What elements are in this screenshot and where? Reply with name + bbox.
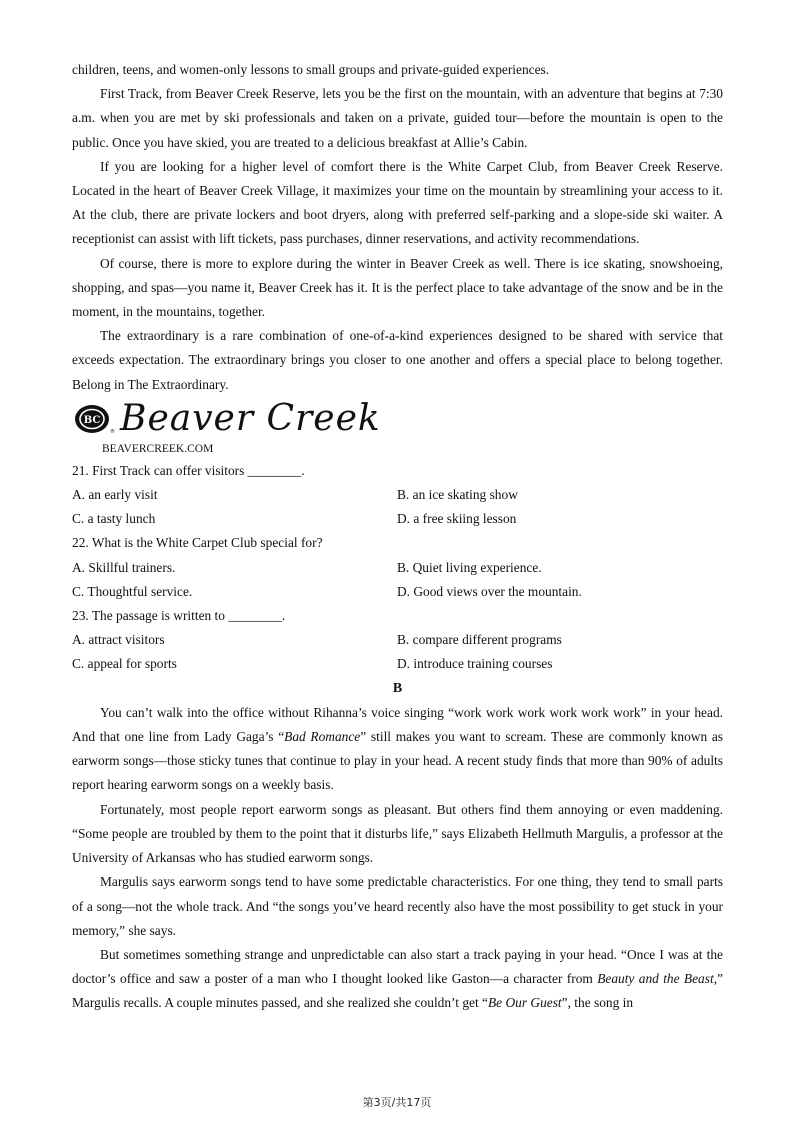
option-b: B. Quiet living experience. xyxy=(397,559,542,575)
document-page xyxy=(72,58,723,1016)
option-c: C. appeal for sports xyxy=(72,656,177,672)
beaver-creek-emblem-icon xyxy=(72,402,116,436)
option-a: A. Skillful trainers. xyxy=(72,559,176,575)
paragraph-earworm-pleasant: Fortunately, most people report earworm songs as pleasant. But others find them annoying or even maddening. “Some people are troubled by them to the point that it disturbs life,” says Elizabeth Hellmuth Margulis, a professor at the University of Arkansas who has studied earworm songs. xyxy=(72,801,723,866)
options-grid xyxy=(72,556,723,604)
paragraph-white-carpet-club: If you are looking for a higher level of comfort there is the White Carpet Club, from Beaver Creek Reserve. Located in the heart of Beaver Creek Village, it maximizes your time on the mountain by streamlining your access to it. At the club, there are private lockers and boot dryers, along with preferred self-parking and a slope-side ski waiter. A receptionist can assist with lift tickets, pass purchases, dinner reservations, and activity recommendations. xyxy=(72,158,723,247)
section-heading: B xyxy=(392,680,403,696)
page-number-footer: 第3页/共17页 xyxy=(362,1096,432,1109)
options-grid xyxy=(72,628,723,676)
option-d: D. introduce training courses xyxy=(397,656,553,672)
question-21 xyxy=(72,459,723,532)
svg-text:®: ® xyxy=(110,428,115,435)
svg-text:BC: BC xyxy=(83,414,101,426)
question-stem: 22. What is the White Carpet Club special for? xyxy=(72,535,323,551)
question-23 xyxy=(72,604,723,677)
option-a: A. attract visitors xyxy=(72,632,165,648)
logo-website: BEAVERCREEK.COM xyxy=(102,442,214,455)
paragraph-earworm-characteristics: Margulis says earworm songs tend to have some predictable characteristics. For one thing, they tend to small parts of a song—not the whole track. And “the songs you’ve heard recently also have the most possibility to get stuck in your memory,” she says. xyxy=(72,874,723,938)
option-b: B. an ice skating show xyxy=(397,487,518,503)
question-22 xyxy=(72,531,723,604)
question-stem: 21. First Track can offer visitors ________. xyxy=(72,462,305,478)
question-stem: 23. The passage is written to ________. xyxy=(72,608,286,624)
logo-wordmark: Beaver Creek xyxy=(120,397,381,439)
beaver-creek-logo xyxy=(72,399,723,439)
paragraph-extraordinary: The extraordinary is a rare combination of one-of-a-kind experiences designed to be shared with service that exceeds expectation. The extraordinary brings you closer to one another and offers a special place to belong together. Belong in The Extraordinary. xyxy=(72,328,723,392)
options-grid xyxy=(72,483,723,531)
option-c: C. a tasty lunch xyxy=(72,511,156,527)
paragraph: children, teens, and women-only lessons to small groups and private-guided experiences. xyxy=(72,62,550,77)
option-d: D. a free skiing lesson xyxy=(397,511,517,527)
paragraph-earworm-unpredictable: But sometimes something strange and unpredictable can also start a track paying in your head. “Once I was at the doctor’s office and saw a poster of a man who I thought looked like Gaston—a character from Beauty and the Beast,” Margulis recalls. A couple minutes passed, and she realized she couldn’t get “Be Our Guest”, the song in xyxy=(72,946,723,1011)
paragraph-first-track: First Track, from Beaver Creek Reserve, lets you be the first on the mountain, with an adventure that begins at 7:30 a.m. when you are met by ski professionals and taken on a private, guided tour—before the mountain is open to the public. Once you have skied, you are treated to a delicious breakfast at Allie’s Cabin. xyxy=(72,86,723,150)
option-b: B. compare different programs xyxy=(397,632,562,648)
option-d: D. Good views over the mountain. xyxy=(397,583,582,599)
paragraph-earworm-intro: You can’t walk into the office without Rihanna’s voice singing “work work work work work work” in your head. And that one line from Lady Gaga’s “Bad Romance” still makes you want to scream. These are commonly known as earworm songs—those sticky tunes that continue to play in your head. A recent study finds that more than 90% of adults report hearing earworm songs on a weekly basis. xyxy=(72,704,723,793)
paragraph-winter-activities: Of course, there is more to explore during the winter in Beaver Creek as well. There is ice skating, snowshoeing, shopping, and spas—you name it, Beaver Creek has it. It is the perfect place to take advantage of the snow and be in the moment, in the mountains, together. xyxy=(72,255,723,320)
option-a: A. an early visit xyxy=(72,487,158,503)
option-c: C. Thoughtful service. xyxy=(72,583,193,599)
